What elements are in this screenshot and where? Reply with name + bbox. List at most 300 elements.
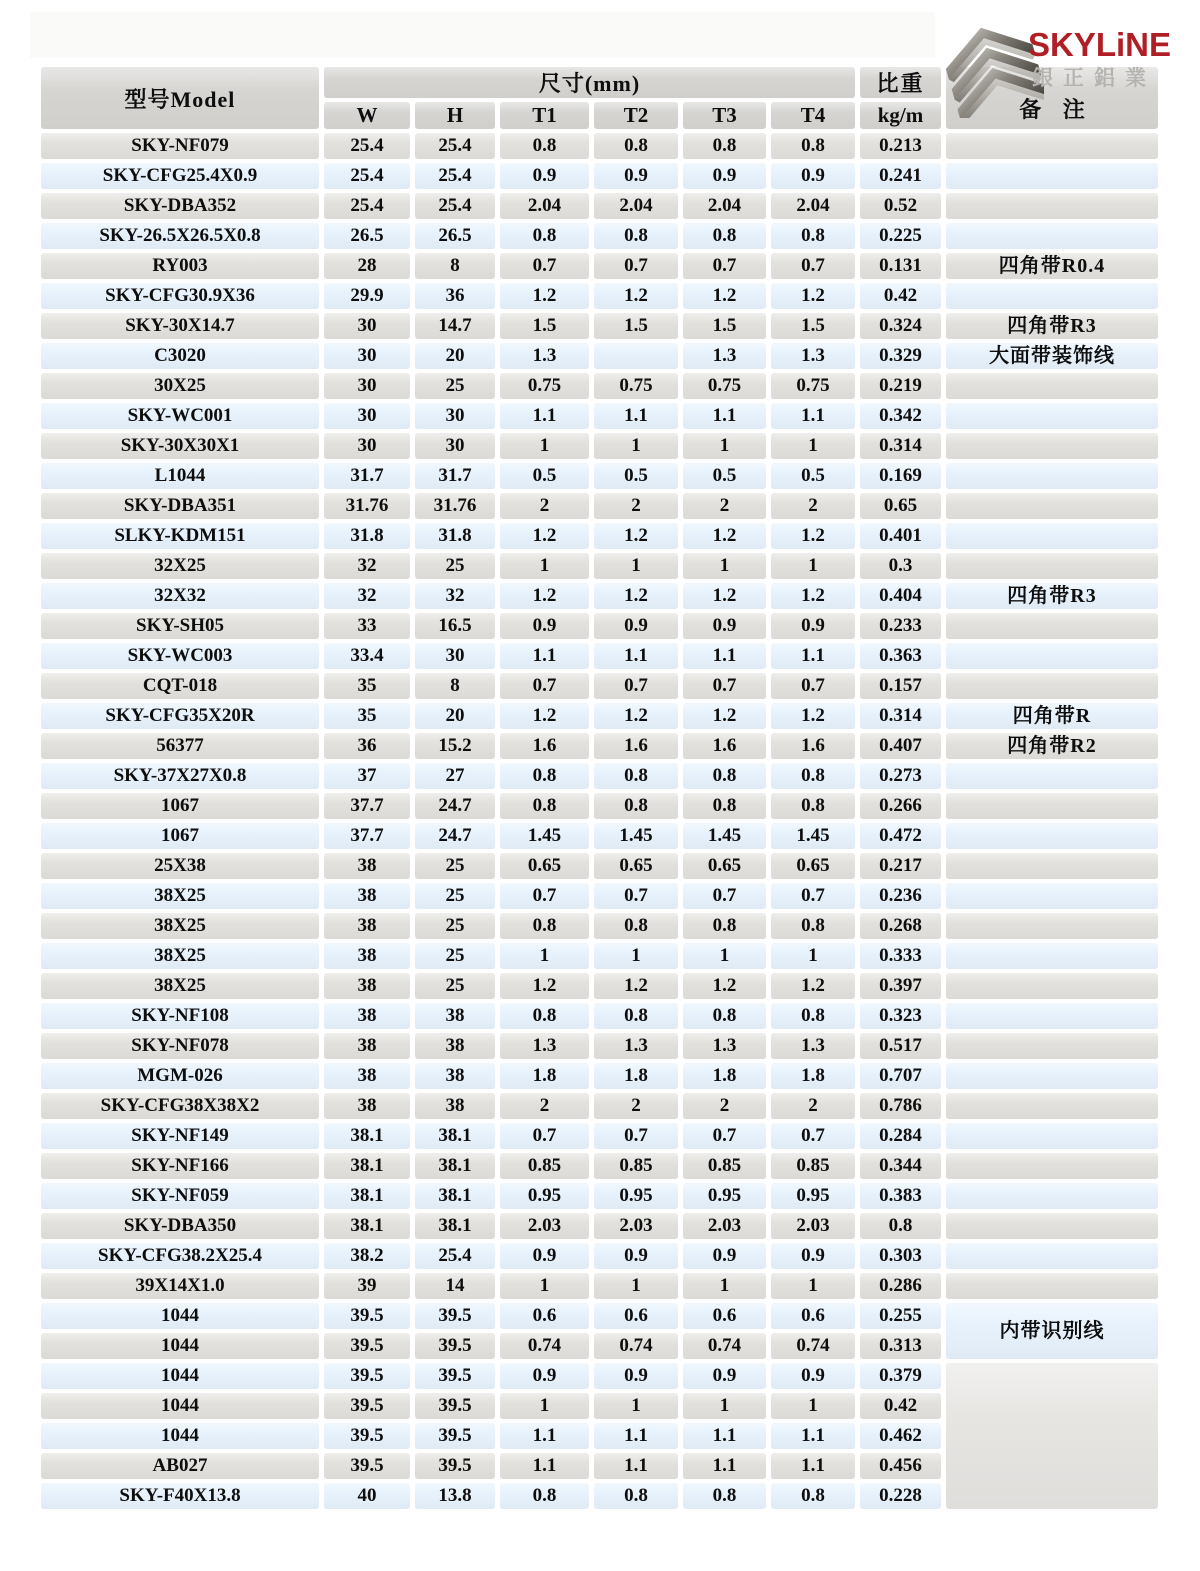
table-row [41, 1273, 1158, 1299]
model-cell: SKY-CFG35X20R [41, 703, 319, 729]
h-cell: 24.7 [415, 823, 495, 849]
t1-cell: 0.85 [500, 1153, 589, 1179]
t2-cell: 0.9 [594, 1363, 678, 1389]
remark-cell [946, 133, 1158, 159]
model-cell: 38X25 [41, 913, 319, 939]
col-header-h: H [415, 102, 495, 129]
h-cell: 25 [415, 373, 495, 399]
remark-cell [946, 1243, 1158, 1269]
t1-cell: 0.8 [500, 1483, 589, 1509]
model-cell: 1044 [41, 1363, 319, 1389]
t2-cell: 1.2 [594, 703, 678, 729]
w-cell: 39.5 [324, 1363, 410, 1389]
t1-cell: 1.2 [500, 703, 589, 729]
kgm-cell: 0.65 [860, 493, 941, 519]
table-row [41, 913, 1158, 939]
kgm-cell: 0.273 [860, 763, 941, 789]
model-cell: SKY-CFG25.4X0.9 [41, 163, 319, 189]
w-cell: 30 [324, 433, 410, 459]
model-cell: SKY-30X14.7 [41, 313, 319, 339]
remark-cell [946, 493, 1158, 519]
remark-cell [946, 163, 1158, 189]
t2-cell: 1.1 [594, 403, 678, 429]
t3-cell: 1.1 [683, 1423, 766, 1449]
t4-cell: 0.6 [771, 1303, 855, 1329]
kgm-cell: 0.233 [860, 613, 941, 639]
t3-cell: 1.2 [683, 283, 766, 309]
remark-cell [946, 403, 1158, 429]
col-header-remark: 备 注 [946, 67, 1158, 129]
h-cell: 20 [415, 343, 495, 369]
model-cell: 39X14X1.0 [41, 1273, 319, 1299]
remark-cell [946, 763, 1158, 789]
model-cell: SKY-NF059 [41, 1183, 319, 1209]
kgm-cell: 0.323 [860, 1003, 941, 1029]
t3-cell: 1 [683, 943, 766, 969]
kgm-cell: 0.397 [860, 973, 941, 999]
t1-cell: 2 [500, 1093, 589, 1119]
t3-cell: 0.7 [683, 883, 766, 909]
t2-cell: 1.3 [594, 1033, 678, 1059]
t1-cell: 0.9 [500, 1363, 589, 1389]
h-cell: 25 [415, 943, 495, 969]
remark-cell [946, 823, 1158, 849]
t4-cell: 1 [771, 433, 855, 459]
t4-cell: 0.5 [771, 463, 855, 489]
t2-cell: 1.45 [594, 823, 678, 849]
w-cell: 25.4 [324, 193, 410, 219]
t1-cell: 1.5 [500, 313, 589, 339]
w-cell: 36 [324, 733, 410, 759]
w-cell: 30 [324, 373, 410, 399]
t4-cell: 1.3 [771, 343, 855, 369]
t4-cell: 0.9 [771, 163, 855, 189]
t3-cell: 2 [683, 493, 766, 519]
t4-cell: 1.1 [771, 1453, 855, 1479]
t1-cell: 1 [500, 1273, 589, 1299]
t2-cell: 0.9 [594, 163, 678, 189]
w-cell: 31.76 [324, 493, 410, 519]
h-cell: 20 [415, 703, 495, 729]
table-row [41, 1123, 1158, 1149]
kgm-cell: 0.462 [860, 1423, 941, 1449]
remark-cell: 四角带R3 [946, 583, 1158, 609]
model-cell: SKY-DBA350 [41, 1213, 319, 1239]
t2-cell: 0.8 [594, 1003, 678, 1029]
t2-cell: 0.7 [594, 1123, 678, 1149]
kgm-cell: 0.255 [860, 1303, 941, 1329]
w-cell: 26.5 [324, 223, 410, 249]
w-cell: 39.5 [324, 1333, 410, 1359]
t1-cell: 0.8 [500, 793, 589, 819]
w-cell: 38 [324, 913, 410, 939]
table-row [41, 433, 1158, 459]
table-row [41, 1063, 1158, 1089]
model-cell: L1044 [41, 463, 319, 489]
t3-cell: 1.2 [683, 523, 766, 549]
table-row [41, 673, 1158, 699]
h-cell: 14 [415, 1273, 495, 1299]
t2-cell: 1.1 [594, 643, 678, 669]
table-row [41, 1033, 1158, 1059]
remark-cell [946, 1213, 1158, 1239]
t2-cell: 1 [594, 553, 678, 579]
model-cell: SKY-NF108 [41, 1003, 319, 1029]
t2-cell: 1 [594, 1273, 678, 1299]
remark-cell-merged: 内带识别线 [946, 1303, 1158, 1359]
t4-cell: 2 [771, 1093, 855, 1119]
t4-cell: 2.03 [771, 1213, 855, 1239]
w-cell: 25.4 [324, 163, 410, 189]
h-cell: 31.76 [415, 493, 495, 519]
t2-cell: 1.2 [594, 583, 678, 609]
t1-cell: 1.2 [500, 523, 589, 549]
table-row [41, 1213, 1158, 1239]
kgm-cell: 0.344 [860, 1153, 941, 1179]
h-cell: 31.7 [415, 463, 495, 489]
t1-cell: 0.95 [500, 1183, 589, 1209]
t3-cell: 1 [683, 1393, 766, 1419]
t3-cell: 0.8 [683, 793, 766, 819]
col-header-t1: T1 [500, 102, 589, 129]
t2-cell: 0.8 [594, 763, 678, 789]
t3-cell: 0.9 [683, 163, 766, 189]
t4-cell: 1.2 [771, 283, 855, 309]
t2-cell [594, 343, 678, 369]
model-cell: SKY-NF149 [41, 1123, 319, 1149]
profile-spec-table [36, 63, 1163, 1513]
h-cell: 31.8 [415, 523, 495, 549]
w-cell: 38.1 [324, 1213, 410, 1239]
remark-cell [946, 793, 1158, 819]
kgm-cell: 0.329 [860, 343, 941, 369]
w-cell: 30 [324, 343, 410, 369]
t4-cell: 0.7 [771, 1123, 855, 1149]
h-cell: 25 [415, 853, 495, 879]
brand-chinese-name: 銀正鋁業 [1032, 67, 1156, 90]
t1-cell: 1 [500, 1393, 589, 1419]
w-cell: 38.1 [324, 1153, 410, 1179]
t4-cell: 1.1 [771, 1423, 855, 1449]
t3-cell: 1.2 [683, 973, 766, 999]
model-cell: SKY-37X27X0.8 [41, 763, 319, 789]
kgm-cell: 0.228 [860, 1483, 941, 1509]
w-cell: 35 [324, 703, 410, 729]
w-cell: 37.7 [324, 823, 410, 849]
remark-cell [946, 853, 1158, 879]
w-cell: 39.5 [324, 1303, 410, 1329]
table-row [41, 883, 1158, 909]
t3-cell: 1 [683, 433, 766, 459]
t2-cell: 0.7 [594, 883, 678, 909]
h-cell: 39.5 [415, 1423, 495, 1449]
model-cell: 56377 [41, 733, 319, 759]
t3-cell: 0.85 [683, 1153, 766, 1179]
h-cell: 15.2 [415, 733, 495, 759]
table-row [41, 253, 1158, 279]
table-row [41, 1003, 1158, 1029]
t4-cell: 0.8 [771, 1003, 855, 1029]
t3-cell: 0.9 [683, 1363, 766, 1389]
table-row [41, 463, 1158, 489]
table-row [41, 403, 1158, 429]
t3-cell: 0.7 [683, 1123, 766, 1149]
w-cell: 35 [324, 673, 410, 699]
model-cell: 32X32 [41, 583, 319, 609]
brand-wordmark: SKYLiNE [1028, 26, 1172, 63]
h-cell: 25.4 [415, 1243, 495, 1269]
model-cell: 38X25 [41, 943, 319, 969]
remark-cell: 四角带R3 [946, 313, 1158, 339]
remark-cell [946, 1123, 1158, 1149]
t4-cell: 1 [771, 553, 855, 579]
h-cell: 25 [415, 883, 495, 909]
t4-cell: 0.95 [771, 1183, 855, 1209]
w-cell: 32 [324, 553, 410, 579]
t2-cell: 0.7 [594, 673, 678, 699]
model-cell: CQT-018 [41, 673, 319, 699]
table-row [41, 493, 1158, 519]
kgm-cell: 0.52 [860, 193, 941, 219]
model-cell: 38X25 [41, 883, 319, 909]
remark-cell [946, 1033, 1158, 1059]
h-cell: 25.4 [415, 133, 495, 159]
t4-cell: 0.7 [771, 883, 855, 909]
t3-cell: 1.3 [683, 1033, 766, 1059]
t2-cell: 0.74 [594, 1333, 678, 1359]
t2-cell: 1 [594, 943, 678, 969]
page-top-band [30, 12, 935, 58]
w-cell: 28 [324, 253, 410, 279]
remark-cell: 大面带装饰线 [946, 343, 1158, 369]
remark-cell: 四角带R0.4 [946, 253, 1158, 279]
remark-cell [946, 553, 1158, 579]
t4-cell: 1 [771, 1393, 855, 1419]
table-row [41, 853, 1158, 879]
t1-cell: 1.3 [500, 1033, 589, 1059]
t3-cell: 1.6 [683, 733, 766, 759]
t4-cell: 0.8 [771, 793, 855, 819]
t2-cell: 0.6 [594, 1303, 678, 1329]
model-cell: SKY-NF079 [41, 133, 319, 159]
h-cell: 39.5 [415, 1363, 495, 1389]
col-header-t4: T4 [771, 102, 855, 129]
model-cell: SKY-NF166 [41, 1153, 319, 1179]
t3-cell: 0.65 [683, 853, 766, 879]
table-row [41, 1303, 1158, 1329]
model-cell: 1044 [41, 1393, 319, 1419]
kgm-cell: 0.383 [860, 1183, 941, 1209]
model-cell: 1044 [41, 1423, 319, 1449]
kgm-cell: 0.42 [860, 283, 941, 309]
t3-cell: 1.8 [683, 1063, 766, 1089]
t3-cell: 0.7 [683, 673, 766, 699]
kgm-cell: 0.401 [860, 523, 941, 549]
h-cell: 25.4 [415, 163, 495, 189]
table-row [41, 643, 1158, 669]
w-cell: 37.7 [324, 793, 410, 819]
t1-cell: 0.5 [500, 463, 589, 489]
remark-cell [946, 523, 1158, 549]
remark-cell [946, 1273, 1158, 1299]
t3-cell: 0.9 [683, 1243, 766, 1269]
h-cell: 25 [415, 553, 495, 579]
remark-cell-merged [946, 1363, 1158, 1509]
t3-cell: 2.04 [683, 193, 766, 219]
t2-cell: 2.04 [594, 193, 678, 219]
model-cell: AB027 [41, 1453, 319, 1479]
t4-cell: 1.5 [771, 313, 855, 339]
t1-cell: 0.65 [500, 853, 589, 879]
t4-cell: 0.8 [771, 223, 855, 249]
model-cell: 25X38 [41, 853, 319, 879]
h-cell: 8 [415, 673, 495, 699]
kgm-cell: 0.313 [860, 1333, 941, 1359]
t4-cell: 0.74 [771, 1333, 855, 1359]
kgm-cell: 0.314 [860, 703, 941, 729]
model-cell: SKY-DBA352 [41, 193, 319, 219]
model-cell: C3020 [41, 343, 319, 369]
remark-cell [946, 643, 1158, 669]
t3-cell: 0.6 [683, 1303, 766, 1329]
t2-cell: 0.8 [594, 223, 678, 249]
w-cell: 32 [324, 583, 410, 609]
kgm-cell: 0.217 [860, 853, 941, 879]
t1-cell: 1.3 [500, 343, 589, 369]
remark-cell [946, 943, 1158, 969]
kgm-cell: 0.42 [860, 1393, 941, 1419]
h-cell: 36 [415, 283, 495, 309]
t1-cell: 1.6 [500, 733, 589, 759]
h-cell: 25 [415, 973, 495, 999]
table-row [41, 823, 1158, 849]
t4-cell: 1.3 [771, 1033, 855, 1059]
h-cell: 38.1 [415, 1153, 495, 1179]
remark-cell [946, 1003, 1158, 1029]
kgm-cell: 0.314 [860, 433, 941, 459]
h-cell: 13.8 [415, 1483, 495, 1509]
w-cell: 38 [324, 853, 410, 879]
t4-cell: 0.9 [771, 613, 855, 639]
remark-cell [946, 1093, 1158, 1119]
remark-cell [946, 463, 1158, 489]
t3-cell: 0.8 [683, 913, 766, 939]
t1-cell: 1.45 [500, 823, 589, 849]
kgm-cell: 0.225 [860, 223, 941, 249]
t1-cell: 2.04 [500, 193, 589, 219]
t1-cell: 1.1 [500, 1453, 589, 1479]
remark-cell: 四角带R2 [946, 733, 1158, 759]
t2-cell: 1.2 [594, 973, 678, 999]
model-cell: MGM-026 [41, 1063, 319, 1089]
table-row [41, 1093, 1158, 1119]
t2-cell: 0.7 [594, 253, 678, 279]
kgm-cell: 0.236 [860, 883, 941, 909]
h-cell: 26.5 [415, 223, 495, 249]
table-row [41, 613, 1158, 639]
t3-cell: 0.8 [683, 223, 766, 249]
h-cell: 38.1 [415, 1183, 495, 1209]
w-cell: 31.8 [324, 523, 410, 549]
h-cell: 32 [415, 583, 495, 609]
t2-cell: 1.1 [594, 1453, 678, 1479]
t1-cell: 0.8 [500, 133, 589, 159]
remark-cell [946, 193, 1158, 219]
t2-cell: 0.8 [594, 133, 678, 159]
table-row [41, 163, 1158, 189]
t3-cell: 1 [683, 553, 766, 579]
t3-cell: 1.2 [683, 703, 766, 729]
model-cell: 38X25 [41, 973, 319, 999]
t1-cell: 1.2 [500, 973, 589, 999]
table-row [41, 973, 1158, 999]
t1-cell: 0.8 [500, 223, 589, 249]
kgm-cell: 0.266 [860, 793, 941, 819]
t1-cell: 0.7 [500, 673, 589, 699]
model-cell: 32X25 [41, 553, 319, 579]
h-cell: 38 [415, 1033, 495, 1059]
t1-cell: 0.9 [500, 163, 589, 189]
w-cell: 25.4 [324, 133, 410, 159]
t4-cell: 1 [771, 1273, 855, 1299]
t4-cell: 0.8 [771, 913, 855, 939]
h-cell: 30 [415, 643, 495, 669]
kgm-cell: 0.333 [860, 943, 941, 969]
model-cell: SKY-SH05 [41, 613, 319, 639]
w-cell: 39.5 [324, 1453, 410, 1479]
t4-cell: 0.85 [771, 1153, 855, 1179]
t4-cell: 1.1 [771, 403, 855, 429]
model-cell: SKY-WC003 [41, 643, 319, 669]
table-row [41, 283, 1158, 309]
t3-cell: 0.8 [683, 1003, 766, 1029]
w-cell: 38 [324, 883, 410, 909]
t2-cell: 0.8 [594, 793, 678, 819]
model-cell: SKY-30X30X1 [41, 433, 319, 459]
t1-cell: 2 [500, 493, 589, 519]
h-cell: 25.4 [415, 193, 495, 219]
t2-cell: 0.75 [594, 373, 678, 399]
t1-cell: 1.8 [500, 1063, 589, 1089]
t3-cell: 0.8 [683, 133, 766, 159]
t3-cell: 1.1 [683, 403, 766, 429]
t2-cell: 0.5 [594, 463, 678, 489]
table-row [41, 733, 1158, 759]
t2-cell: 1.2 [594, 283, 678, 309]
w-cell: 38 [324, 943, 410, 969]
model-cell: SKY-WC001 [41, 403, 319, 429]
model-cell: SKY-CFG38.2X25.4 [41, 1243, 319, 1269]
table-row [41, 313, 1158, 339]
table-row [41, 1363, 1158, 1389]
t4-cell: 1.45 [771, 823, 855, 849]
t3-cell: 1.45 [683, 823, 766, 849]
col-header-w: W [324, 102, 410, 129]
table-row [41, 763, 1158, 789]
w-cell: 31.7 [324, 463, 410, 489]
t1-cell: 0.7 [500, 1123, 589, 1149]
h-cell: 39.5 [415, 1333, 495, 1359]
t3-cell: 0.8 [683, 763, 766, 789]
table-row [41, 943, 1158, 969]
w-cell: 38.1 [324, 1123, 410, 1149]
remark-cell [946, 1063, 1158, 1089]
t3-cell: 0.74 [683, 1333, 766, 1359]
t3-cell: 0.5 [683, 463, 766, 489]
model-cell: SKY-NF078 [41, 1033, 319, 1059]
t4-cell: 1.2 [771, 523, 855, 549]
remark-cell [946, 673, 1158, 699]
